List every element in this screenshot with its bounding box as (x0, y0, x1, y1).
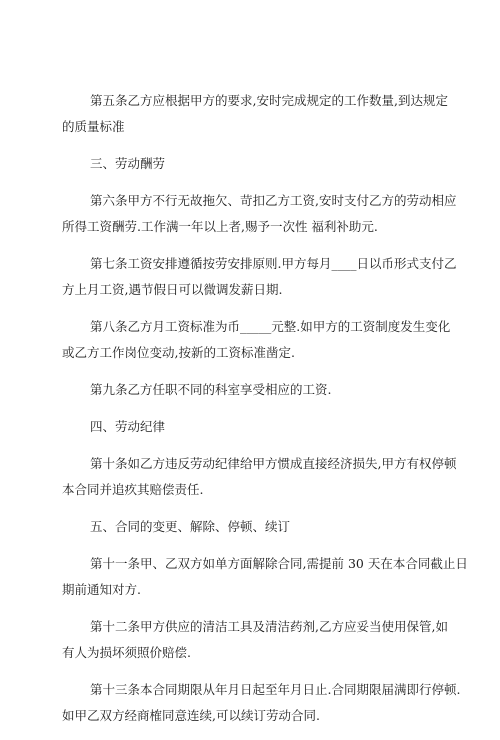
clause-12-line-2: 有人为损坏须照价赔偿. (62, 645, 191, 660)
clause-8-line-1: 第八条乙方月工资标准为币_____元整.如甲方的工资制度发生变化 (90, 319, 451, 334)
section-heading-4 (90, 414, 415, 440)
clause-6 (62, 188, 457, 240)
clause-11-line-1: 第十一条甲、乙双方如单方面解除合同,需提前 30 天在本合同截止日 (90, 556, 468, 571)
clause-13-line-2: 如甲乙双方经商榷同意连续,可以续订劳动合同. (62, 708, 320, 723)
clause-10 (62, 451, 457, 503)
section-heading-5-text: 五、合同的变更、解除、停顿、续订 (90, 519, 291, 534)
clause-7-line-1: 第七条工资安排遵循按劳安排原则.甲方每月____日以币形式支付乙 (90, 256, 457, 271)
clause-10-line-1: 第十条如乙方违反劳动纪律给甲方惯成直接经济损失,甲方有权停顿 (90, 456, 457, 471)
clause-6-line-2: 所得工资酬劳.工作满一年以上者,赐予一次性 福利补助元. (62, 219, 378, 234)
document-body (62, 88, 468, 740)
clause-10-line-2: 本合同并追疚其赔偿责任. (62, 482, 204, 497)
clause-7 (62, 251, 457, 303)
section-heading-5 (90, 514, 415, 540)
clause-5 (62, 88, 448, 140)
clause-9-line-1: 第九条乙方任职不同的科室享受相应的工资. (90, 382, 332, 397)
clause-5-line-1: 第五条乙方应根据甲方的要求,安时完成规定的工作数量,到达规定 (90, 93, 448, 108)
section-heading-3-text: 三、劳动酬劳 (90, 156, 166, 171)
clause-13-line-1: 第十三条本合同期限从年月日起至年月日止.合同期限届满即行停顿. (90, 682, 461, 697)
clause-6-line-1: 第六条甲方不行无故拖欠、苛扣乙方工资,安时支付乙方的劳动相应 (90, 193, 457, 208)
clause-12-line-1: 第十二条甲方供应的清洁工具及清洁药剂,乙方应妥当使用保管,如 (90, 619, 448, 634)
clause-8 (62, 314, 451, 366)
section-heading-4-text: 四、劳动纪律 (90, 419, 166, 434)
clause-11 (62, 551, 468, 603)
clause-8-line-2: 或乙方工作岗位变动,按新的工资标准凿定. (62, 345, 295, 360)
clause-7-line-2: 方上月工资,遇节假日可以微调发薪日期. (62, 282, 283, 297)
clause-13 (62, 677, 461, 729)
section-heading-3 (90, 151, 415, 177)
clause-11-line-2: 期前通知对方. (62, 582, 141, 597)
clause-12 (62, 614, 448, 666)
clause-9 (90, 377, 415, 403)
clause-5-line-2: 的质量标准 (62, 119, 125, 134)
